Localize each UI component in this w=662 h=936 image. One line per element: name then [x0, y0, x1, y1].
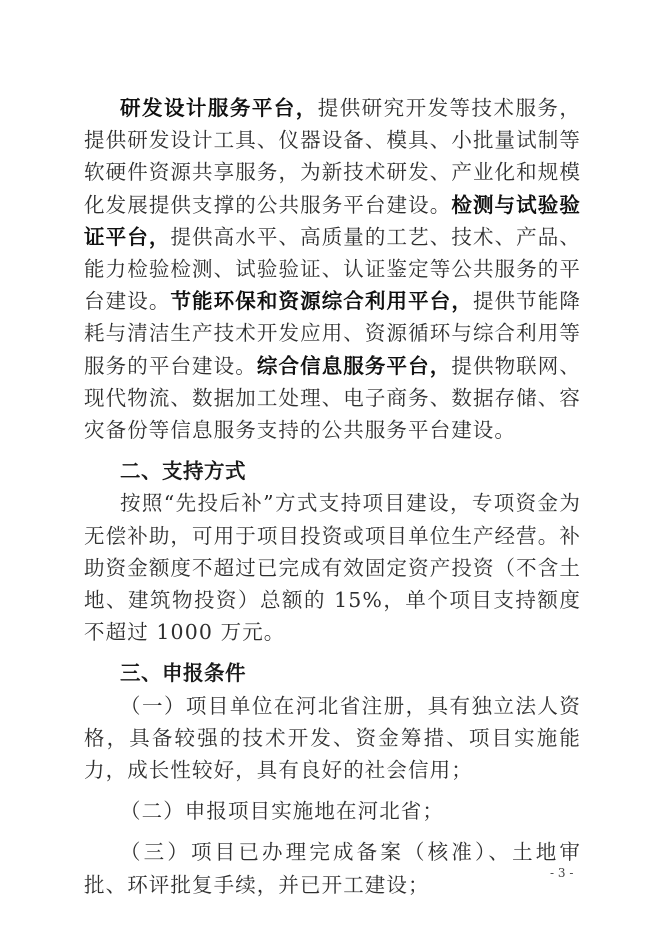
testing-platform-term: 检测与试验验证平台， [84, 192, 581, 249]
page-number: - 3 - [550, 866, 574, 880]
platform-types-paragraph [84, 92, 581, 446]
testing-platform-desc: 提供高水平、高质量的工艺、技术、产品、能力检验检测、试验验证、认证鉴定等公共服务的平台建设。 [84, 224, 581, 314]
rd-design-platform-desc: 提供研究开发等技术服务，提供研发设计工具、仪器设备、模具、小批量试制等软硬件资源共享服务，为新技术研发、产业化和规模化发展提供支撑的公共服务平台建设。 [84, 96, 581, 217]
condition-3: （三）项目已办理完成备案（核准）、土地审批、环评批复手续，并已开工建设； [84, 840, 581, 897]
section-heading-support-method: 二、支持方式 [120, 459, 246, 484]
info-service-platform-desc: 提供物联网、现代物流、数据加工处理、电子商务、数据存储、容灾备份等信息服务支持的公共服务平台建设。 [84, 353, 581, 443]
condition-2: （二）申报项目实施地在河北省； [120, 799, 444, 824]
condition-1: （一）项目单位在河北省注册，具有独立法人资格，具备较强的技术开发、资金筹措、项目实施能力，成长性较好，具有良好的社会信用； [84, 693, 581, 783]
section-heading-application-conditions: 三、申报条件 [120, 661, 246, 686]
energy-platform-desc: 提供节能降耗与清洁生产技术开发应用、资源循环与综合利用等服务的平台建设。 [84, 289, 582, 378]
energy-platform-term: 节能环保和资源综合利用平台， [170, 289, 473, 314]
document-page [84, 92, 581, 901]
rd-design-platform-term: 研发设计服务平台， [120, 96, 318, 120]
support-method-paragraph: 按照“先投后补”方式支持项目建设，专项资金为无偿补助，可用于项目投资或项目单位生产经营。补助资金额度不超过已完成有效固定资产投资（不含土地、建筑物投资）总额的 15%，单个项目支持额度不超过 1000 万元。 [84, 491, 581, 645]
info-service-platform-term: 综合信息服务平台， [256, 353, 452, 378]
